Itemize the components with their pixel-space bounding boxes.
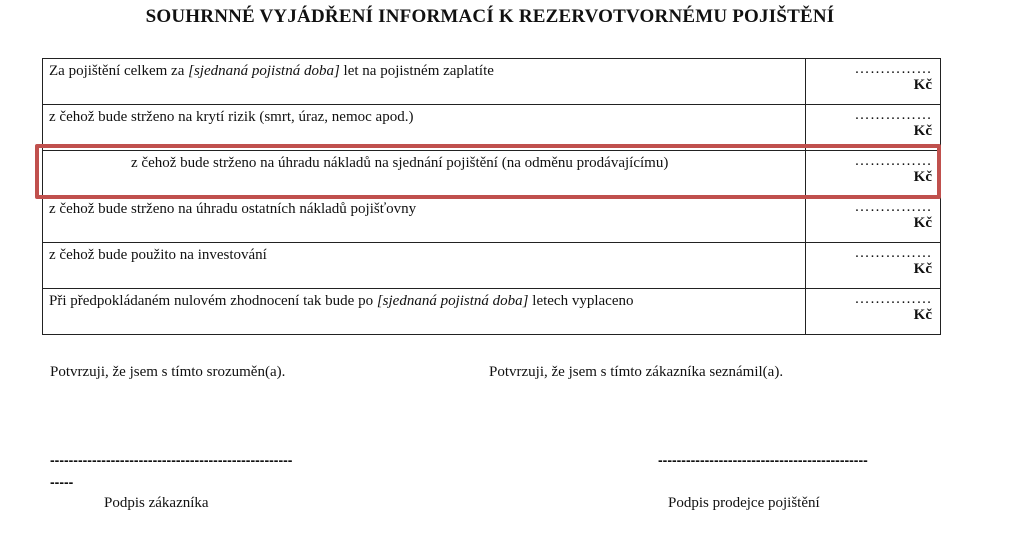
amount-placeholder: …………… [854,291,932,307]
row-text-block [49,292,799,311]
amount-cell [806,59,941,105]
table-row [43,243,941,289]
currency-label: Kč [913,261,932,277]
amount-placeholder: …………… [854,245,932,261]
seller-signature-label: Podpis prodejce pojištění [668,495,820,511]
amount-cell [806,243,941,289]
customer-signature-line: ---------------------------------------------------- [50,452,293,468]
amount-placeholder: …………… [854,61,932,77]
row-text: z čehož bude strženo na úhradu nákladů na sjednání pojištění (na odměnu prodávajícímu) [131,155,669,171]
currency-label: Kč [913,123,932,139]
table-row [43,105,941,151]
amount-placeholder: …………… [854,199,932,215]
customer-signature-label: Podpis zákazníka [104,495,209,511]
amount-cell [806,151,941,197]
amount-cell [806,289,941,335]
amount-cell [806,197,941,243]
customer-signature-line-continuation: ----- [50,474,74,490]
amount-clip [814,108,932,140]
row-description [43,243,806,289]
row-text: letech vyplaceno [528,293,634,309]
row-text: Za pojištění celkem za [49,63,189,79]
row-text: Při předpokládaném nulovém zhodnocení tak bude po [49,293,377,309]
currency-label: Kč [913,77,932,93]
table-row [43,197,941,243]
currency-label: Kč [913,307,932,323]
seller-signature-line: --------------------------------------------- [658,452,868,468]
row-description [43,197,806,243]
row-text: let na pojistném zaplatíte [339,63,494,79]
table-row [43,59,941,105]
row-description [43,105,806,151]
row-placeholder-italic: [sjednaná pojistná doba] [376,293,529,309]
row-description [43,289,806,335]
table-row-highlighted [43,151,941,197]
customer-confirmation: Potvrzuji, že jsem s tímto srozuměn(a). [50,364,286,380]
row-placeholder-italic: [sjednaná pojistná doba] [188,63,340,79]
table-row [43,289,941,335]
currency-label: Kč [913,215,932,231]
row-text: z čehož bude strženo na krytí rizik (smrt, úraz, nemoc apod.) [49,109,414,125]
document-title: SOUHRNNÉ VYJÁDŘENÍ INFORMACÍ K REZERVOTVORNÉMU POJIŠTĚNÍ [145,6,835,27]
amount-placeholder: …………… [854,108,932,123]
amount-cell [806,105,941,151]
row-text: z čehož bude použito na investování [49,247,267,263]
row-text: z čehož bude strženo na úhradu ostatních nákladů pojišťovny [49,201,417,217]
row-description [43,59,806,105]
seller-confirmation: Potvrzuji, že jsem s tímto zákazníka seznámil(a). [489,364,784,380]
amount-placeholder: …………… [854,153,932,169]
row-description [43,151,806,197]
summary-table [42,58,941,335]
currency-label: Kč [913,169,932,185]
